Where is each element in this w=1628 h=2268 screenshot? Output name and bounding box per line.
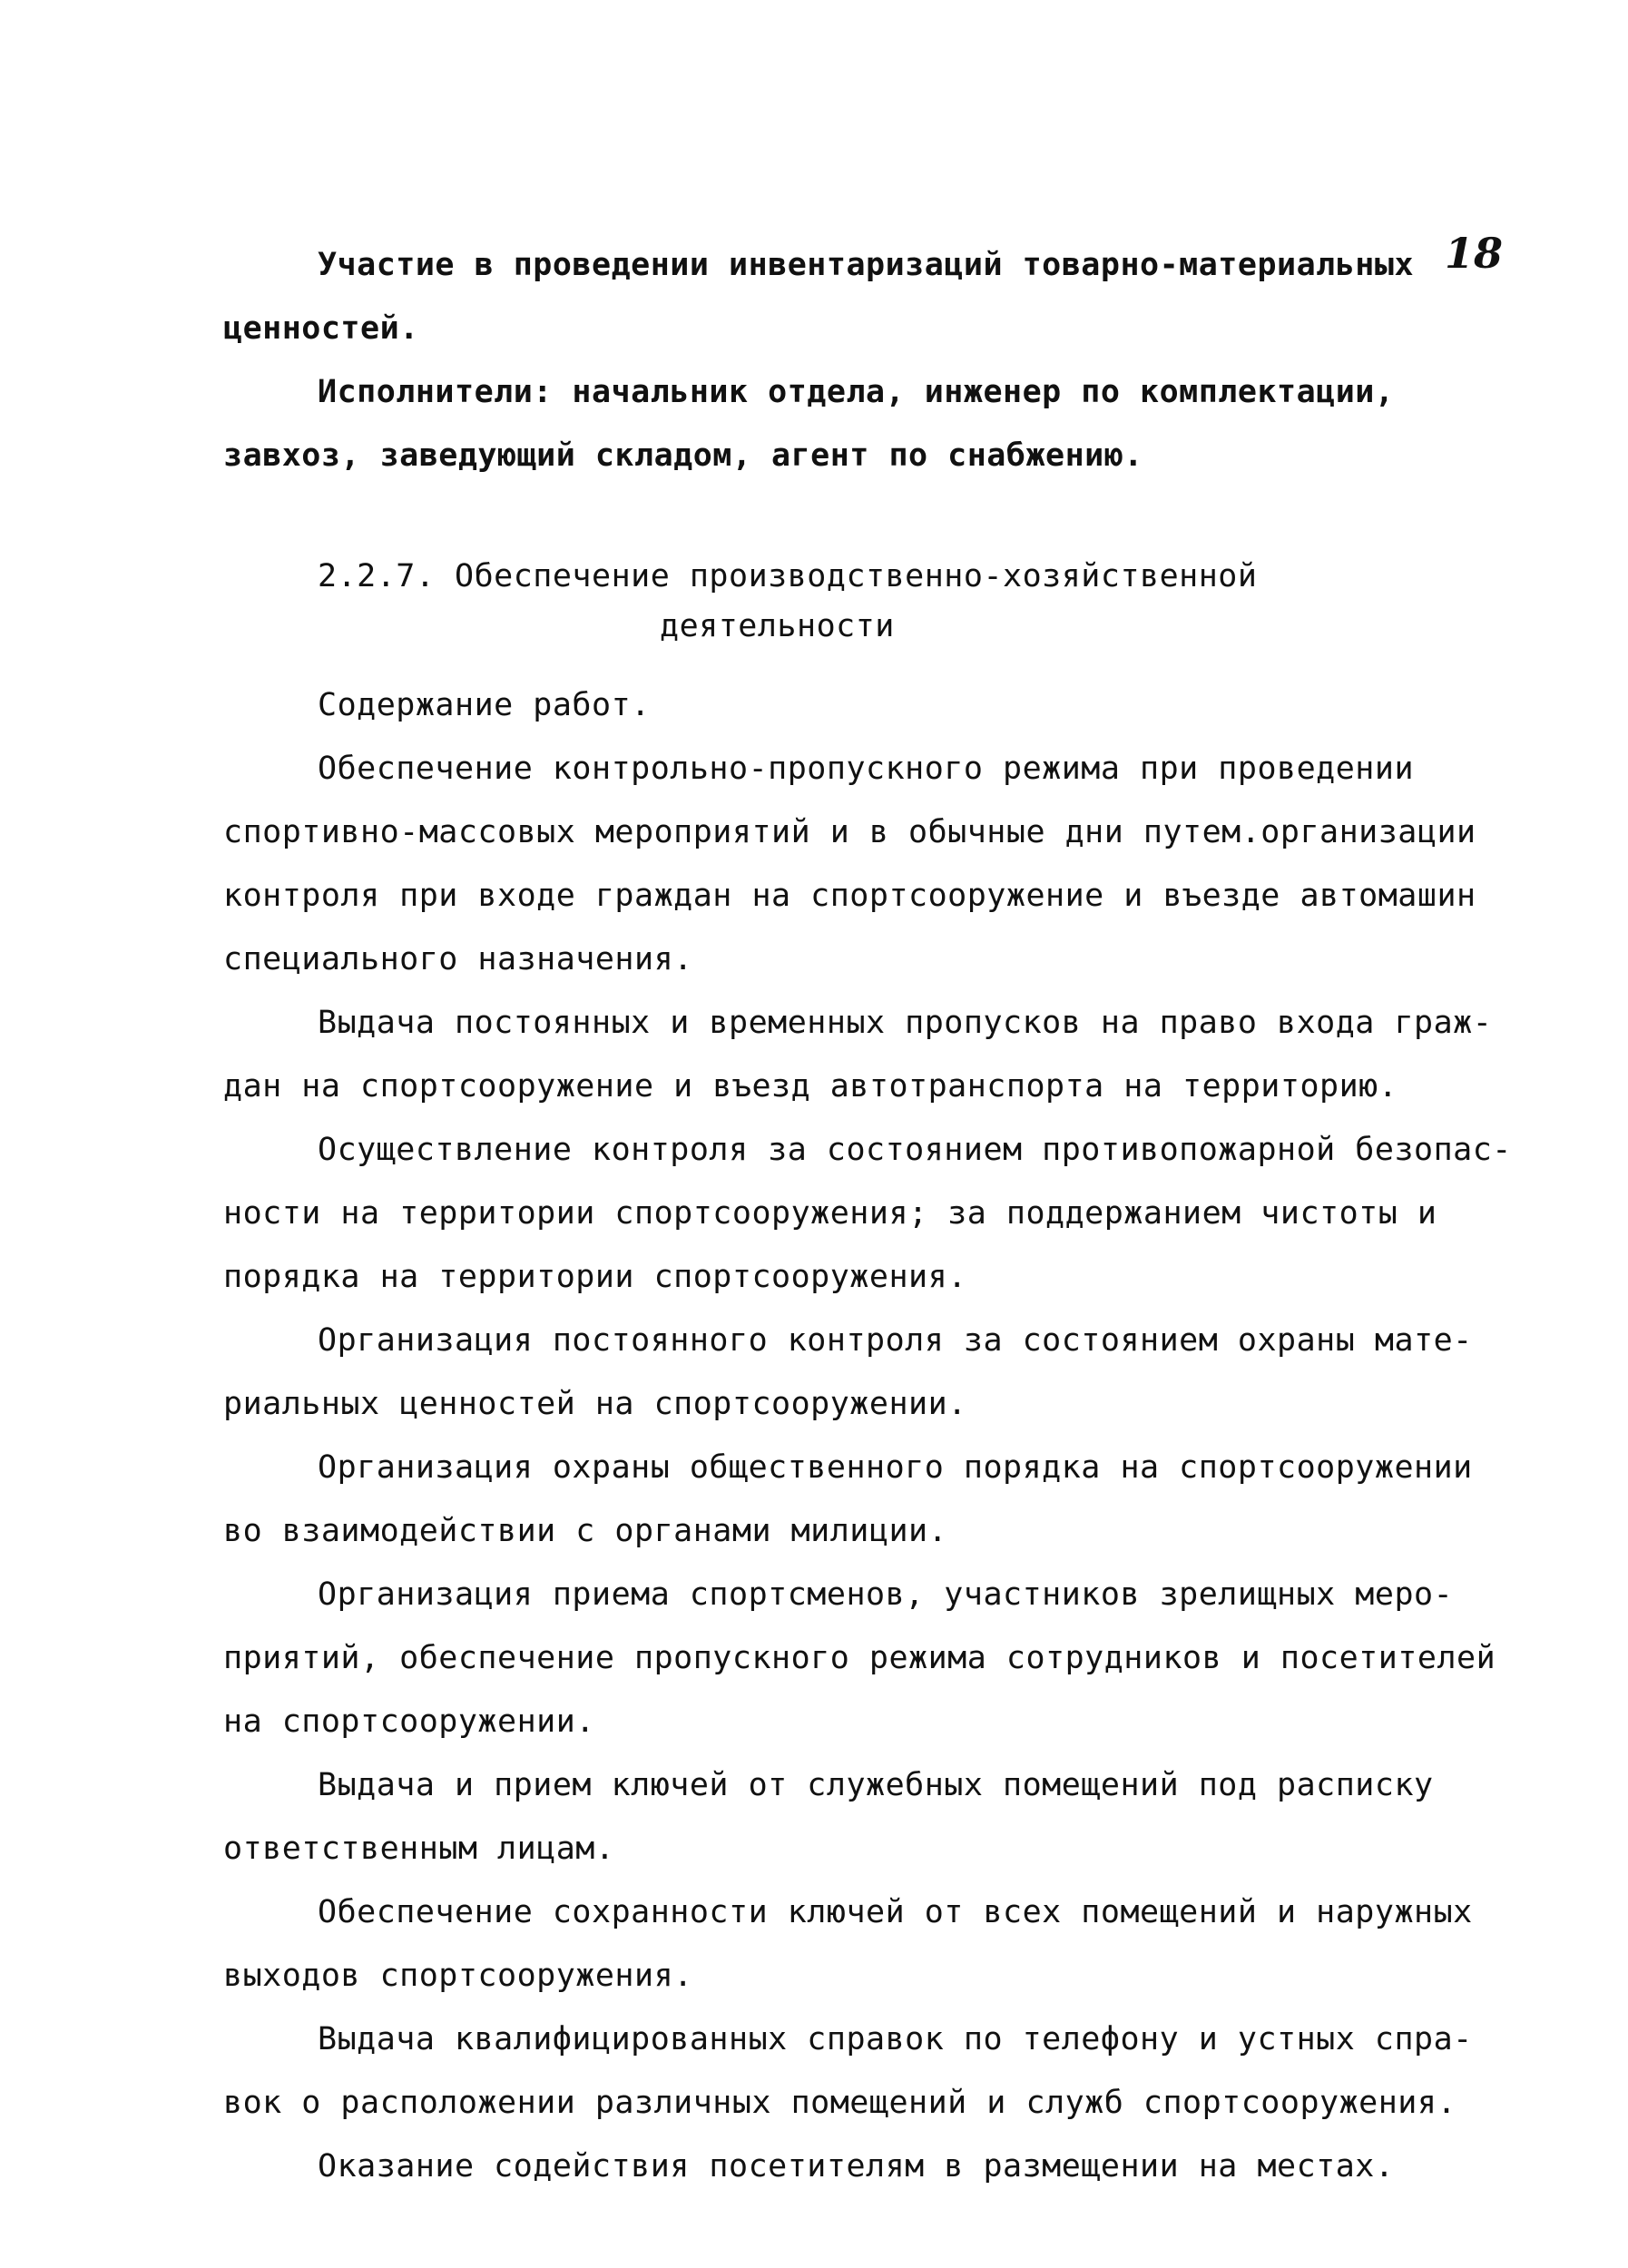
text-line: Выдача квалифицированных справок по телефону и устных спра-	[318, 2021, 1473, 2057]
text-line: Организация охраны общественного порядка на спортсооружении	[318, 1449, 1473, 1486]
text-line: Исполнители: начальник отдела, инженер по комплектации,	[318, 374, 1395, 410]
text-line: вок о расположении различных помещений и служб спортсооружения.	[223, 2085, 1457, 2121]
text-line: контроля при входе граждан на спортсооружение и въезде автомашин	[223, 878, 1476, 914]
text-line: специального назначения.	[223, 941, 693, 977]
text-line: на спортсооружении.	[223, 1703, 595, 1740]
text-line: Организация приема спортсменов, участников зрелищных меро-	[318, 1576, 1454, 1613]
text-line: дан на спортсооружение и въезд автотранспорта на территорию.	[223, 1068, 1398, 1105]
text-line: ответственным лицам.	[223, 1831, 615, 1867]
text-line: во взаимодействии с органами милиции.	[223, 1513, 948, 1549]
text-line: порядка на территории спортсооружения.	[223, 1259, 967, 1295]
section-heading-continued: деятельности	[660, 608, 895, 644]
text-line: завхоз, заведующий складом, агент по снабжению.	[223, 437, 1143, 474]
text-line: ценностей.	[223, 310, 419, 347]
text-line: Выдача постоянных и временных пропусков на право входа граж-	[318, 1005, 1493, 1041]
text-line: Осуществление контроля за состоянием противопожарной безопас-	[318, 1132, 1512, 1168]
text-line: Оказание содействия посетителям в размещении на местах.	[318, 2148, 1395, 2185]
text-line: риальных ценностей на спортсооружении.	[223, 1386, 967, 1422]
text-line: ности на территории спортсооружения; за поддержанием чистоты и	[223, 1195, 1437, 1232]
text-line: Обеспечение сохранности ключей от всех помещений и наружных	[318, 1894, 1473, 1930]
text-line: Обеспечение контрольно-пропускного режима при проведении	[318, 751, 1415, 787]
text-line: приятий, обеспечение пропускного режима сотрудников и посетителей	[223, 1640, 1496, 1676]
text-line: спортивно-массовых мероприятий и в обычные дни путем.организации	[223, 814, 1476, 850]
subheading: Содержание работ.	[318, 687, 651, 723]
text-line: Выдача и прием ключей от служебных помещений под расписку	[318, 1767, 1434, 1803]
text-line: выходов спортсооружения.	[223, 1958, 693, 1994]
page-number: 18	[1445, 229, 1504, 278]
text-line: Организация постоянного контроля за состоянием охраны мате-	[318, 1322, 1473, 1359]
section-heading: 2.2.7. Обеспечение производственно-хозяйственной	[318, 558, 1258, 594]
text-line: Участие в проведении инвентаризаций товарно-материальных	[318, 247, 1415, 283]
